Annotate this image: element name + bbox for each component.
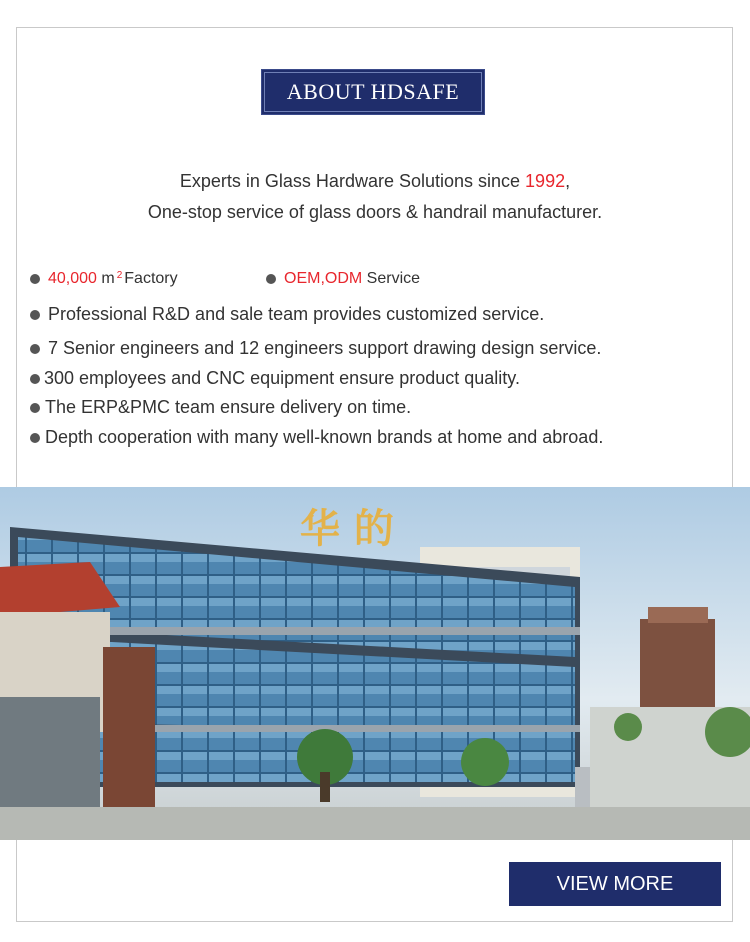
factory-building-photo <box>0 487 750 840</box>
list-item <box>30 427 603 448</box>
view-more-button[interactable]: VIEW MORE <box>509 862 721 906</box>
bullet-dot-icon <box>30 374 40 384</box>
list-item <box>30 304 544 325</box>
factory-area-sup: 2 <box>116 269 123 281</box>
service-highlight: OEM,ODM <box>284 270 363 287</box>
factory-area-unit: m <box>101 270 115 287</box>
factory-area-value: 40,000 <box>48 270 97 287</box>
list-item-text: 300 employees and CNC equipment ensure product quality. <box>44 368 520 388</box>
intro-line-2: One-stop service of glass doors & handrail manufacturer. <box>147 202 603 222</box>
service-label: Service <box>366 270 421 287</box>
founded-year: 1992 <box>525 171 566 191</box>
stat-factory-area <box>30 270 178 288</box>
bullet-dot-icon <box>30 274 40 284</box>
bullet-dot-icon <box>30 403 40 413</box>
list-item-text: 7 Senior engineers and 12 engineers support drawing design service. <box>48 338 602 358</box>
section-title-text: ABOUT HDSAFE <box>286 79 460 104</box>
bullet-dot-icon <box>30 344 40 354</box>
section-title <box>261 69 485 115</box>
list-item <box>30 368 520 389</box>
factory-area-label: Factory <box>124 270 178 287</box>
bullet-dot-icon <box>30 433 40 443</box>
list-item-text: Depth cooperation with many well-known brands at home and abroad. <box>45 427 604 447</box>
factory-photo-illustration <box>0 487 750 840</box>
list-item-text: Professional R&D and sale team provides customized service. <box>48 304 545 324</box>
list-item <box>30 397 411 418</box>
list-item-text: The ERP&PMC team ensure delivery on time. <box>45 397 412 417</box>
rooftop-sign-text: 华 的 <box>300 506 394 552</box>
bullet-dot-icon <box>30 310 40 320</box>
intro-line-1 <box>0 171 750 192</box>
intro-line-1-prefix: Experts in Glass Hardware Solutions since <box>179 171 526 191</box>
list-item <box>30 338 601 359</box>
intro-line-1-suffix: , <box>565 171 571 191</box>
bullet-dot-icon <box>266 274 276 284</box>
stat-service <box>266 270 420 288</box>
